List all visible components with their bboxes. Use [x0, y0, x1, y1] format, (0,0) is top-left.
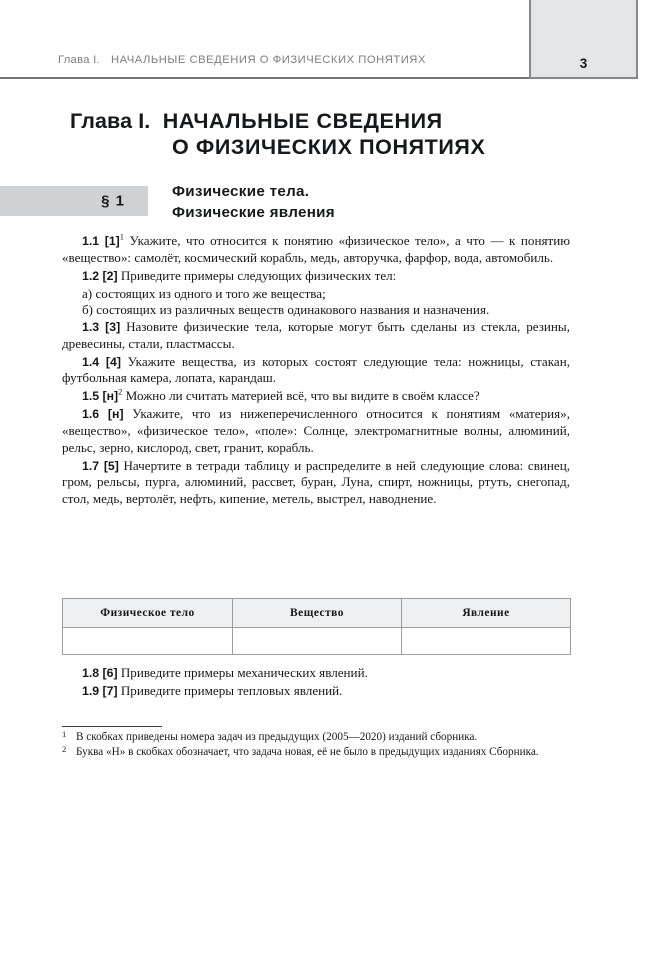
section-number: § 1: [101, 192, 125, 210]
task-list: [62, 233, 570, 509]
task-1-8: [62, 665, 570, 682]
task-list-tail: [62, 665, 570, 701]
section-title-line-1: Физические тела.: [172, 183, 310, 200]
task-1-9: [62, 683, 570, 700]
chapter-label: Глава I.: [70, 109, 151, 133]
task-1-3-text: Назовите физические тела, которые могут быть сделаны из стекла, резины, древесины, стали, пластмассы.: [62, 318, 570, 351]
table-cell-phenomenon[interactable]: [402, 628, 571, 655]
task-1-6: [62, 406, 570, 456]
table-cell-physical-body[interactable]: [63, 628, 233, 655]
running-head-title: НАЧАЛЬНЫЕ СВЕДЕНИЯ О ФИЗИЧЕСКИХ ПОНЯТИЯХ: [110, 54, 426, 66]
table-row: [63, 628, 571, 655]
task-1-5: [62, 388, 570, 405]
footnote-2: [62, 745, 570, 759]
running-head: [0, 0, 529, 79]
task-1-1: [62, 233, 570, 266]
task-1-8-number: 1.8 [6]: [82, 666, 118, 680]
table-header-physical-body: Физическое тело: [63, 599, 233, 628]
table-header-phenomenon: Явление: [402, 599, 571, 628]
task-1-1-number: 1.1 [1]: [82, 234, 120, 248]
task-1-4-number: 1.4 [4]: [82, 354, 121, 369]
section-title: [172, 182, 592, 223]
chapter-title-line-2: О ФИЗИЧЕСКИХ ПОНЯТИЯХ: [172, 135, 486, 159]
task-1-2-number: 1.2 [2]: [82, 268, 118, 283]
task-1-5-footnote-marker: 2: [118, 386, 123, 397]
running-head-chapter: Глава I.: [58, 54, 100, 66]
section-badge: [0, 186, 148, 216]
task-1-5-number: 1.5 [н]: [82, 389, 119, 404]
page-number: 3: [579, 56, 588, 71]
table-header-row: [63, 599, 571, 628]
footnote-1-text: В скобках приведены номера задач из предыдущих (2005—2020) изданий сборника.: [76, 731, 478, 743]
footnote-1: [62, 730, 570, 744]
chapter-title: [70, 108, 610, 160]
page-number-box: [529, 0, 638, 79]
chapter-title-line-1: НАЧАЛЬНЫЕ СВЕДЕНИЯ: [162, 109, 443, 133]
task-1-9-number: 1.9 [7]: [82, 684, 118, 699]
task-1-2-text: Приведите примеры следующих физических тел:: [117, 267, 397, 283]
task-1-7-text: Начертите в тетради таблицу и распределите в ней следующие слова: свинец, гром, рельсы, пурга, алюминий, рассвет, буран, Луна, спирт, ножницы, ртуть, снегопад, стол, медь, вертолёт, нефть, кипение, метель, выстрел, наводнение.: [62, 457, 571, 506]
table-cell-substance[interactable]: [233, 628, 402, 655]
footnotes: [62, 726, 570, 759]
task-1-2-item-a: а) состоящих из одного и того же вещества;: [82, 285, 326, 301]
classification-table: [62, 598, 571, 655]
task-1-9-text: Приведите примеры тепловых явлений.: [117, 683, 343, 699]
task-1-3-number: 1.3 [3]: [82, 319, 121, 334]
running-head-text: [58, 54, 426, 66]
task-1-8-text: Приведите примеры механических явлений.: [117, 665, 368, 680]
task-1-6-number: 1.6 [н]: [82, 407, 124, 422]
task-1-5-text: Можно ли считать материей всё, что вы видите в своём классе?: [122, 388, 480, 404]
task-1-4-text: Укажите вещества, из которых состоят следующие тела: ножницы, стакан, футбольная камера, лопата, карандаш.: [62, 353, 570, 386]
task-1-7: [62, 458, 570, 508]
section-title-line-2: Физические явления: [172, 203, 335, 221]
task-1-4: [62, 354, 570, 387]
task-1-6-text: Укажите, что из нижеперечисленного относится к понятиям «материя», «вещество», «физическое тело», «поле»: Солнце, электромагнитные волны, алюминий, рельс, зерно, кислород, свет, гранит, корабль.: [62, 406, 570, 455]
table-header-substance: Вещество: [233, 599, 402, 628]
footnote-2-marker: 2: [62, 743, 67, 754]
task-1-7-number: 1.7 [5]: [82, 458, 119, 473]
task-1-2-item-b: б) состоящих из различных веществ одинакового названия и назначения.: [82, 302, 490, 318]
footnote-separator: [62, 726, 162, 727]
footnote-2-text: Буква «Н» в скобках обозначает, что задача новая, её не было в предыдущих изданиях Сборника.: [76, 745, 539, 758]
task-1-2: [62, 268, 570, 285]
task-1-1-footnote-marker: 1: [119, 231, 125, 242]
footnote-1-marker: 1: [62, 729, 67, 739]
task-1-1-text: Укажите, что относится к понятию «физическое тело», а что — к понятию «вещество»: самолёт, космический корабль, медь, авторучка, фарфор, вода, автомобиль.: [62, 233, 570, 265]
task-1-3: [62, 319, 570, 352]
